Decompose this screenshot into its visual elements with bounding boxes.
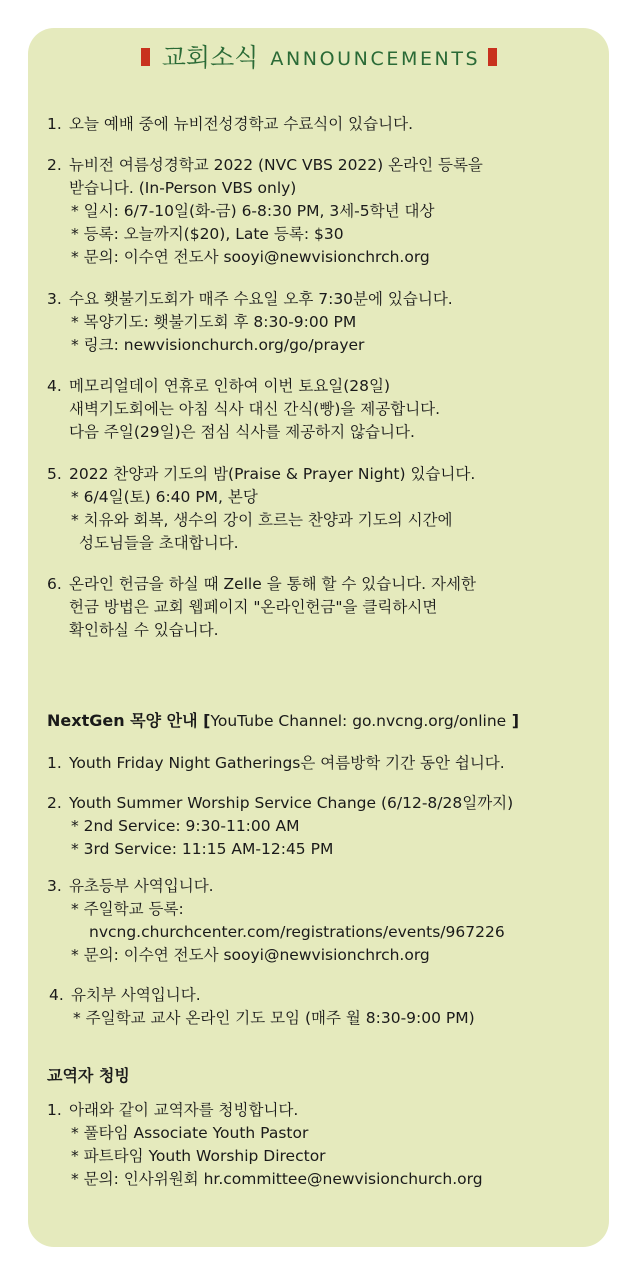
nextgen-item-3	[47, 875, 602, 967]
announcement-item-1	[47, 113, 602, 136]
item-sub-line: * 링크: newvisionchurch.org/go/prayer	[71, 336, 365, 354]
item-line: 아래와 같이 교역자를 청빙합니다.	[69, 1101, 299, 1119]
item-sub-line: * 일시: 6/7-10일(화-금) 6-8:30 PM, 3세-5학년 대상	[71, 202, 435, 220]
item-line: 메모리얼데이 연휴로 인하여 이번 토요일(28일)	[69, 377, 391, 395]
announcement-item-5	[47, 463, 602, 555]
announcement-item-4	[47, 375, 602, 444]
item-line: 2022 찬양과 기도의 밤(Praise & Prayer Night) 있습니다.	[69, 465, 476, 483]
item-number: 3.	[47, 877, 62, 895]
item-sub-line: * 풀타임 Associate Youth Pastor	[71, 1124, 309, 1142]
item-number: 6.	[47, 575, 62, 593]
pastor-title: 교역자 청빙	[47, 1066, 130, 1085]
youtube-channel-link[interactable]: YouTube Channel: go.nvcng.org/online	[210, 712, 507, 730]
item-number: 1.	[47, 115, 62, 133]
red-square-left-icon	[141, 48, 150, 66]
item-line: 받습니다. (In-Person VBS only)	[69, 179, 297, 197]
item-number: 3.	[47, 290, 62, 308]
item-line: 유초등부 사역입니다.	[69, 877, 214, 895]
item-line: 다음 주일(29일)은 점심 식사를 제공하지 않습니다.	[69, 423, 415, 441]
item-sub-line: * 주일학교 등록:	[71, 900, 184, 918]
item-sub-line: * 목양기도: 횃불기도회 후 8:30-9:00 PM	[71, 313, 357, 331]
bracket-close: ]	[511, 711, 520, 730]
item-number: 4.	[47, 377, 62, 395]
item-sub-line: 성도님들을 초대합니다.	[79, 534, 239, 552]
title-english: ANNOUNCEMENTS	[270, 48, 481, 70]
pastor-item-1	[47, 1099, 602, 1191]
item-line: 확인하실 수 있습니다.	[69, 621, 219, 639]
item-sub-line: * 주일학교 교사 온라인 기도 모임 (매주 월 8:30-9:00 PM)	[73, 1009, 475, 1027]
item-sub-line: * 2nd Service: 9:30-11:00 AM	[71, 817, 300, 835]
item-line: 오늘 예배 중에 뉴비전성경학교 수료식이 있습니다.	[69, 115, 413, 133]
item-line: 헌금 방법은 교회 웹페이지 "온라인헌금"을 클릭하시면	[69, 598, 438, 616]
item-line: 수요 횃불기도회가 매주 수요일 오후 7:30분에 있습니다.	[69, 290, 453, 308]
announcement-item-3	[47, 288, 602, 357]
item-sub-line: * 문의: 이수연 전도사 sooyi@newvisionchrch.org	[71, 248, 430, 266]
item-line: 유치부 사역입니다.	[71, 986, 201, 1004]
nextgen-item-2	[47, 792, 602, 861]
announcement-item-6	[47, 573, 602, 642]
item-sub-line: * 치유와 회복, 생수의 강이 흐르는 찬양과 기도의 시간에	[71, 511, 453, 529]
item-line: Youth Friday Night Gatherings은 여름방학 기간 동안 쉽니다.	[69, 754, 505, 772]
item-number: 2.	[47, 794, 62, 812]
title-korean: 교회소식	[161, 43, 259, 72]
red-square-right-icon	[488, 48, 497, 66]
item-sub-line: * 3rd Service: 11:15 AM-12:45 PM	[71, 840, 334, 858]
item-sub-line: * 문의: 이수연 전도사 sooyi@newvisionchrch.org	[71, 946, 430, 964]
item-sub-line: * 6/4일(토) 6:40 PM, 본당	[71, 488, 258, 506]
item-number: 2.	[47, 156, 62, 174]
pastor-heading	[47, 1064, 130, 1088]
nextgen-item-4	[49, 984, 604, 1030]
item-line: 새벽기도회에는 아침 식사 대신 간식(빵)을 제공합니다.	[69, 400, 441, 418]
item-number: 5.	[47, 465, 62, 483]
nextgen-title: NextGen 목양 안내	[47, 711, 198, 730]
item-sub-line: * 문의: 인사위원회 hr.committee@newvisionchurch.org	[71, 1170, 483, 1188]
item-number: 1.	[47, 1101, 62, 1119]
bracket-open: [	[203, 711, 211, 730]
page-title	[0, 38, 638, 74]
nextgen-item-1	[47, 752, 602, 775]
item-line: 온라인 헌금을 하실 때 Zelle 을 통해 할 수 있습니다. 자세한	[69, 575, 476, 593]
item-number: 1.	[47, 754, 62, 772]
item-line: 뉴비전 여름성경학교 2022 (NVC VBS 2022) 온라인 등록을	[69, 156, 483, 174]
item-number: 4.	[49, 986, 64, 1004]
item-sub-line: * 등록: 오늘까지($20), Late 등록: $30	[71, 225, 344, 243]
announcement-item-2	[47, 154, 602, 269]
item-sub-line: * 파트타임 Youth Worship Director	[71, 1147, 326, 1165]
nextgen-heading	[47, 709, 519, 733]
registration-link[interactable]: nvcng.churchcenter.com/registrations/events/967226	[89, 923, 505, 941]
item-line: Youth Summer Worship Service Change (6/12-8/28일까지)	[69, 794, 514, 812]
